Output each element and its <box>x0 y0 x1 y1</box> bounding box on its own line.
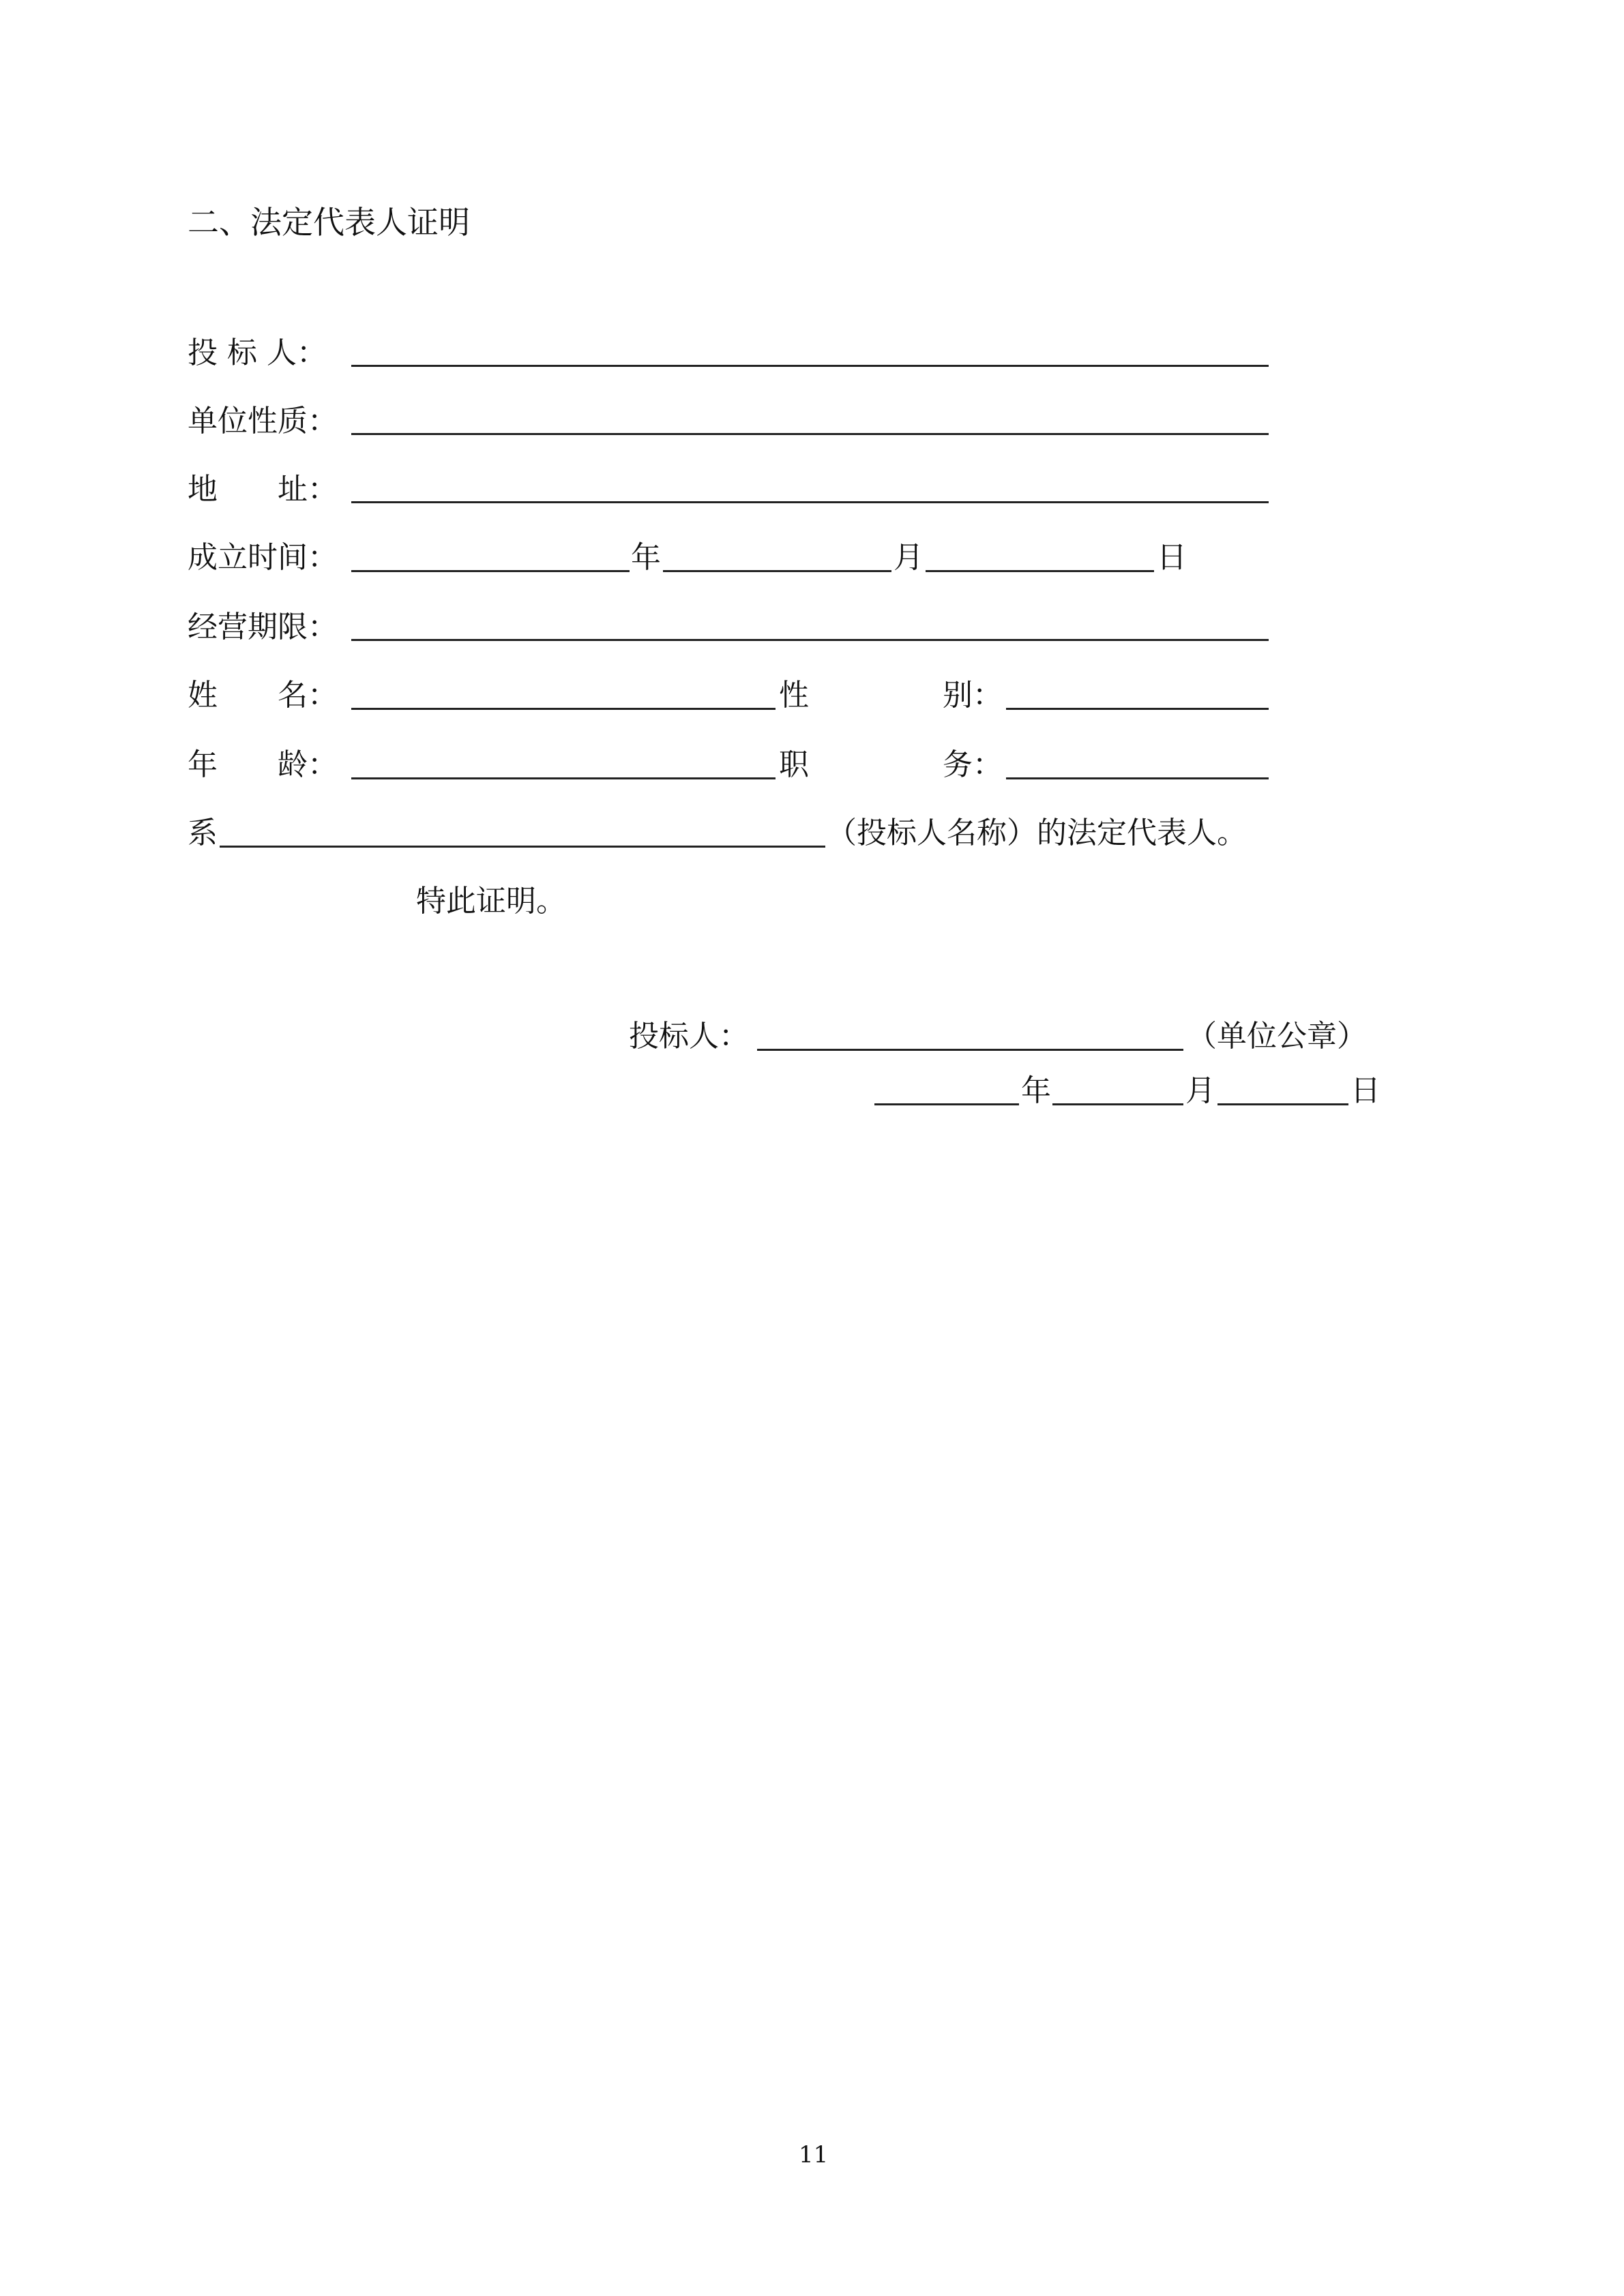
signature-month-label: 月 <box>1185 1073 1215 1108</box>
operation-term-blank-line[interactable] <box>351 639 1269 641</box>
legal-rep-suffix: （投标人名称）的法定代表人。 <box>827 816 1247 850</box>
section-title: 二、法定代表人证明 <box>188 204 470 241</box>
established-month-blank[interactable] <box>663 570 891 572</box>
bidder-name-blank-line[interactable] <box>220 846 825 848</box>
established-day-label: 日 <box>1157 540 1187 575</box>
address-label: 地 址： <box>188 472 338 507</box>
signature-bidder-label: 投标人： <box>629 1019 749 1054</box>
age-blank-line[interactable] <box>351 777 776 779</box>
established-month-label: 月 <box>894 540 924 575</box>
signature-month-blank[interactable] <box>1052 1103 1183 1105</box>
position-blank-line[interactable] <box>1006 777 1269 779</box>
unit-nature-blank-line[interactable] <box>351 433 1269 435</box>
unit-nature-label: 单位性质： <box>188 404 338 438</box>
gender-label-1: 性 <box>779 678 809 713</box>
signature-day-blank[interactable] <box>1217 1103 1348 1105</box>
name-label: 姓 名： <box>188 678 338 713</box>
gender-label-2: 别： <box>943 678 1003 713</box>
signature-day-label: 日 <box>1350 1073 1381 1108</box>
established-year-blank[interactable] <box>351 570 630 572</box>
name-blank-line[interactable] <box>351 708 776 710</box>
certify-text: 特此证明。 <box>416 884 566 919</box>
bidder-blank-line[interactable] <box>351 365 1269 367</box>
established-year-label: 年 <box>631 540 661 575</box>
position-label-2: 务： <box>943 747 1003 782</box>
signature-year-blank[interactable] <box>874 1103 1019 1105</box>
established-label: 成立时间： <box>188 540 338 575</box>
bidder-label: 投 标 人： <box>188 336 327 370</box>
signature-year-label: 年 <box>1021 1073 1051 1108</box>
address-blank-line[interactable] <box>351 501 1269 503</box>
operation-term-label: 经营期限： <box>188 610 338 644</box>
xi-label: 系 <box>188 816 218 850</box>
page-number: 11 <box>799 2141 829 2168</box>
position-label-1: 职 <box>779 747 809 782</box>
gender-blank-line[interactable] <box>1006 708 1269 710</box>
established-day-blank[interactable] <box>926 570 1154 572</box>
signature-bidder-blank[interactable] <box>757 1049 1183 1051</box>
seal-note: （单位公章） <box>1187 1019 1367 1054</box>
age-label: 年 龄： <box>188 747 338 782</box>
